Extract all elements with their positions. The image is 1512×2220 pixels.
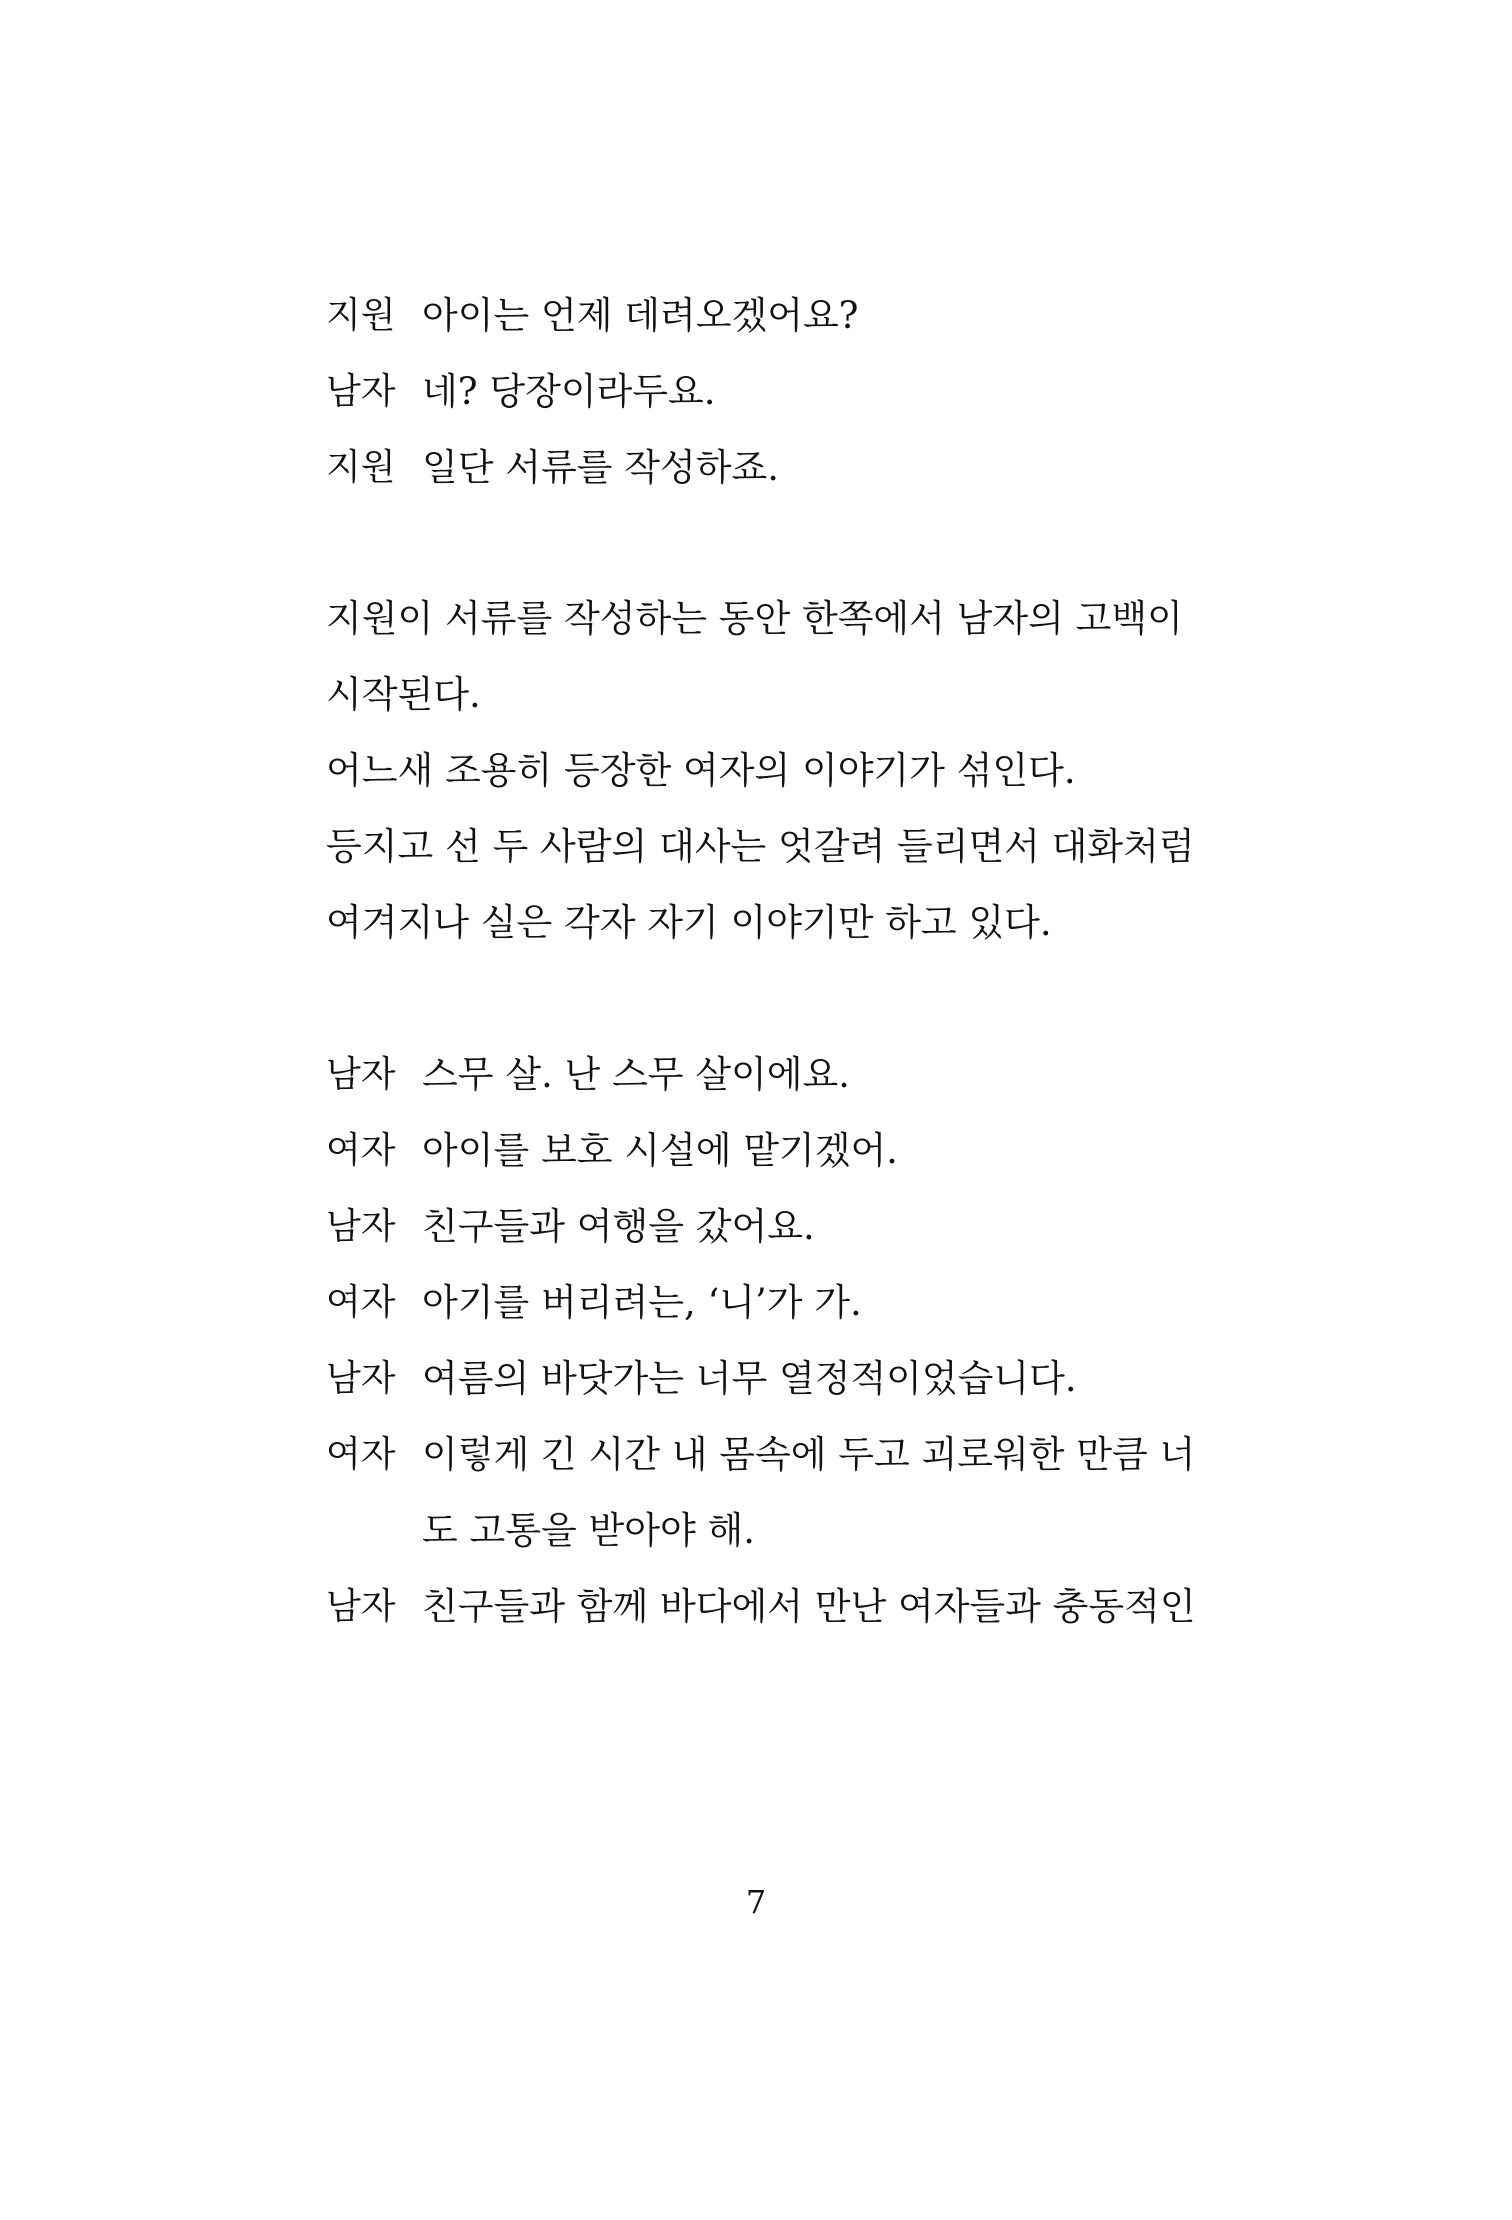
speaker-name: 남자 [326, 1206, 396, 1247]
dialogue-text: 일단 서류를 작성하죠. [422, 446, 779, 489]
dialogue-text: 아기를 버리려는, ‘니’가 가. [422, 1281, 862, 1324]
dialogue-text: 이렇게 긴 시간 내 몸속에 두고 괴로워한 만큼 너 [422, 1433, 1196, 1476]
dialogue-text: 여름의 바닷가는 너무 열정적이었습니다. [422, 1357, 1077, 1400]
dialogue-line [326, 354, 1246, 430]
stage-direction: 지원이 서류를 작성하는 동안 한쪽에서 남자의 고백이 [326, 597, 1183, 640]
dialogue-text: 아이를 보호 시설에 맡기겠어. [422, 1129, 898, 1172]
stage-direction: 시작된다. [326, 673, 481, 716]
dialogue-text: 네? 당장이라두요. [422, 370, 716, 413]
dialogue-line [326, 1341, 1246, 1417]
dialogue-line [326, 1037, 1246, 1113]
stage-direction: 여겨지나 실은 각자 자기 이야기만 하고 있다. [326, 901, 1052, 944]
speaker-name: 여자 [326, 1282, 396, 1323]
dialogue-line [326, 1417, 1246, 1569]
dialogue-line [326, 1265, 1246, 1341]
speaker-name: 남자 [326, 1586, 396, 1627]
speaker-name: 남자 [326, 1054, 396, 1095]
speaker-name: 남자 [326, 1358, 396, 1399]
dialogue-text: 스무 살. 난 스무 살이에요. [422, 1053, 850, 1096]
speaker-name: 남자 [326, 371, 396, 412]
dialogue-text: 아이는 언제 데려오겠어요? [422, 294, 859, 337]
speaker-name: 지원 [326, 295, 396, 336]
dialogue-line [326, 278, 1246, 354]
dialogue-text: 친구들과 여행을 갔어요. [422, 1205, 815, 1248]
dialogue-line [326, 430, 1246, 506]
speaker-name: 지원 [326, 447, 396, 488]
stage-direction: 어느새 조용히 등장한 여자의 이야기가 섞인다. [326, 749, 1076, 792]
speaker-name: 여자 [326, 1130, 396, 1171]
dialogue-text: 친구들과 함께 바다에서 만난 여자들과 충동적인 [422, 1585, 1196, 1628]
dialogue-line [326, 1189, 1246, 1265]
dialogue-text-continuation: 도 고통을 받아야 해. [422, 1509, 755, 1552]
stage-direction: 등지고 선 두 사람의 대사는 엇갈려 들리면서 대화처럼 [326, 825, 1195, 868]
dialogue-line [326, 1569, 1246, 1645]
page-number: 7 [745, 1883, 767, 1921]
dialogue-line [326, 1113, 1246, 1189]
speaker-name: 여자 [326, 1434, 396, 1475]
